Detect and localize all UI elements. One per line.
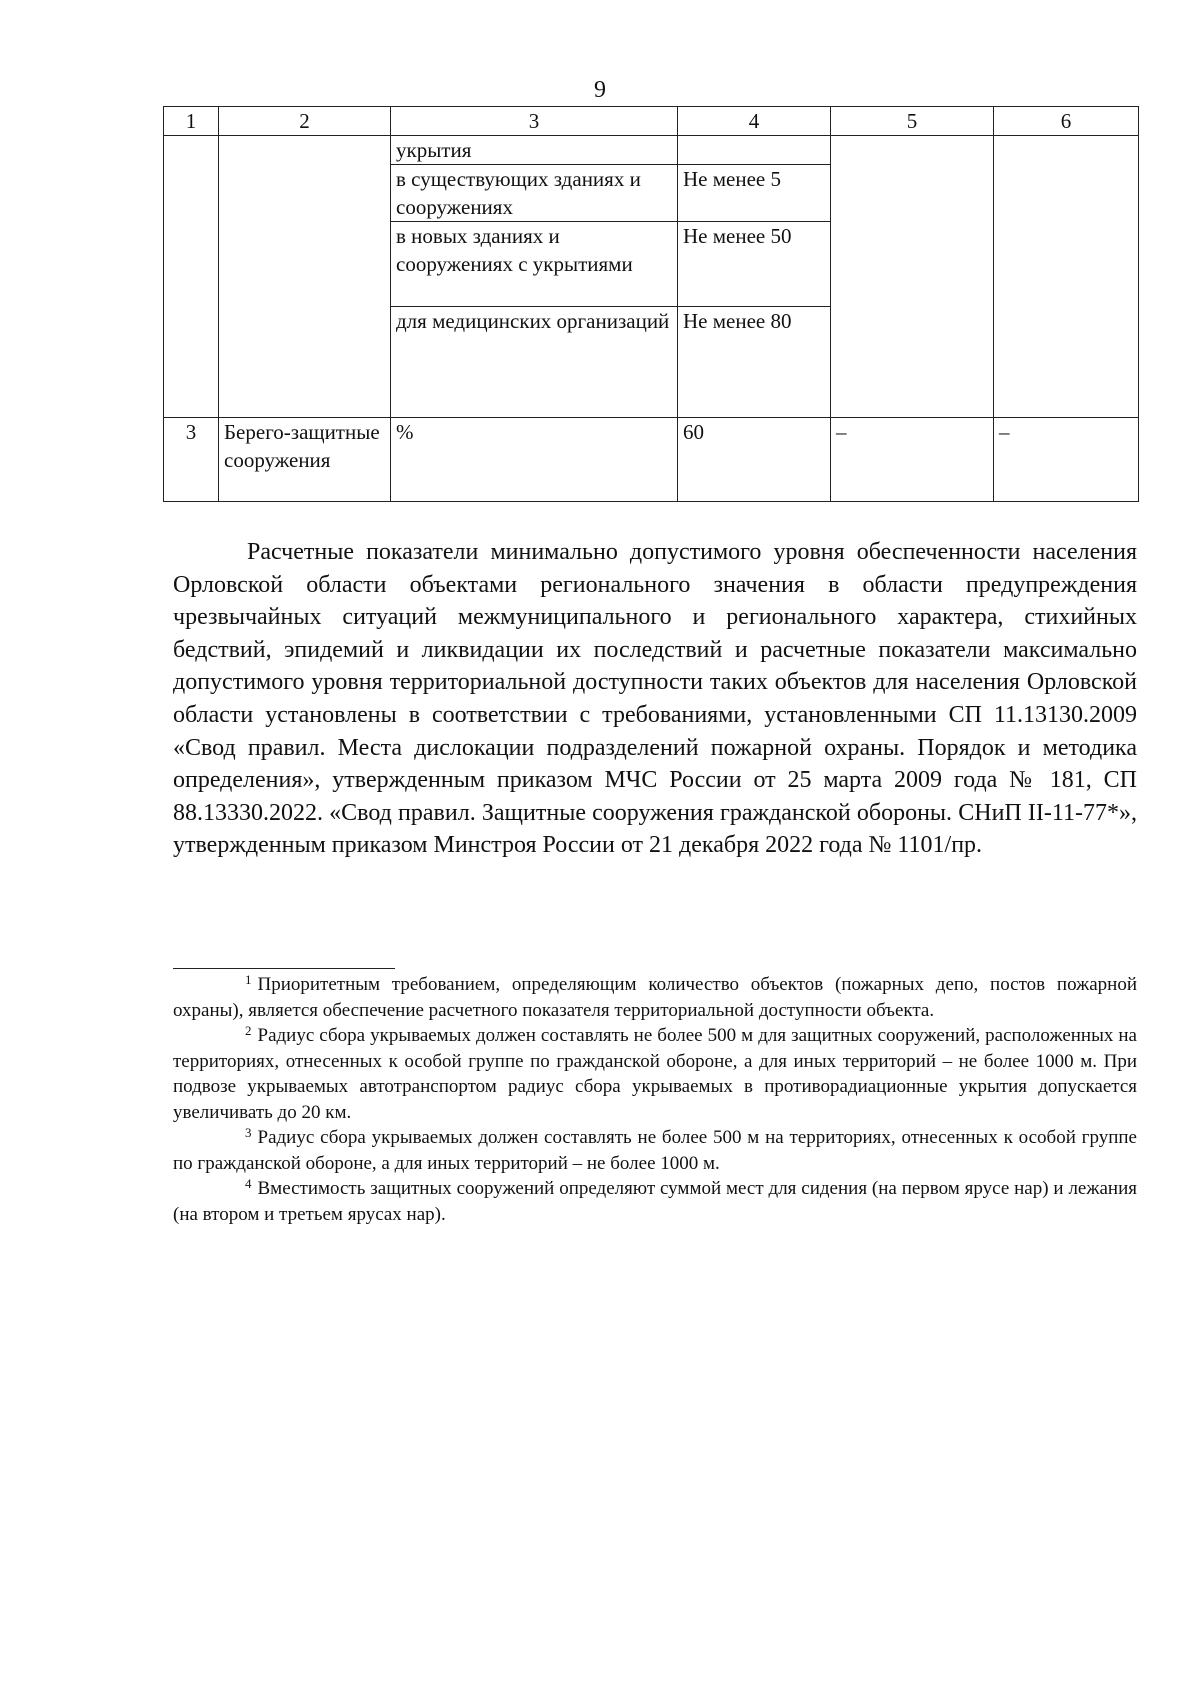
page-number: 9 bbox=[594, 77, 606, 103]
column-header: 1 bbox=[164, 107, 219, 136]
footnote bbox=[173, 972, 1137, 1023]
footnote-mark: 4 bbox=[245, 1176, 252, 1191]
table-cell: – bbox=[994, 418, 1139, 502]
table-cell-number: 3 bbox=[164, 418, 219, 502]
table-cell-label: в существующих зданиях и сооружениях bbox=[391, 165, 678, 222]
footnote-text: Радиус сбора укрываемых должен составлять не более 500 м для защитных сооружений, расположенных на территориях, отнесенных к особой группе по гражданской обороне, а для иных территорий – не более 1000 м. При подвозе укрываемых автотранспортом радиус сбора укрываемых в противорадиационные укрытия допускается увеличивать до 20 км. bbox=[173, 1025, 1137, 1123]
footnote-text: Радиус сбора укрываемых должен составлять не более 500 м на территориях, отнесенных к особой группе по гражданской обороне, а для иных территорий – не более 1000 м. bbox=[173, 1127, 1137, 1174]
table-cell-name: Берего-защитные сооружения bbox=[219, 418, 391, 502]
table-cell-value: Не менее 5 bbox=[678, 165, 831, 222]
footnotes bbox=[173, 972, 1137, 1227]
table-cell: – bbox=[831, 418, 994, 502]
footnote-mark: 3 bbox=[245, 1125, 252, 1140]
norms-table bbox=[163, 106, 1139, 502]
table-row bbox=[164, 418, 1139, 502]
table-cell-unit: % bbox=[391, 418, 678, 502]
column-header: 6 bbox=[994, 107, 1139, 136]
table-cell bbox=[219, 136, 391, 418]
table-cell-label: для медицинских организаций bbox=[391, 307, 678, 418]
footnote bbox=[173, 1023, 1137, 1125]
table-header-row bbox=[164, 107, 1139, 136]
footnote-mark: 2 bbox=[245, 1023, 252, 1038]
footnote-text: Приоритетным требованием, определяющим количество объектов (пожарных депо, постов пожарной охраны), является обеспечение расчетного показателя территориальной доступности объекта. bbox=[173, 974, 1137, 1021]
table-cell bbox=[994, 136, 1139, 418]
column-header: 5 bbox=[831, 107, 994, 136]
footnote-separator bbox=[173, 968, 395, 969]
footnote bbox=[173, 1176, 1137, 1227]
table-cell-label: в новых зданиях и сооружениях с укрытиями bbox=[391, 222, 678, 307]
table-cell-value: Не менее 50 bbox=[678, 222, 831, 307]
table-cell-value: Не менее 80 bbox=[678, 307, 831, 418]
table-cell-value bbox=[678, 136, 831, 165]
footnote-mark: 1 bbox=[245, 972, 252, 987]
table-cell bbox=[164, 136, 219, 418]
column-header: 2 bbox=[219, 107, 391, 136]
column-header: 4 bbox=[678, 107, 831, 136]
body-paragraph: Расчетные показатели минимально допустимого уровня обеспеченности населения Орловской области объектами регионального значения в области предупреждения чрезвычайных ситуаций межмуниципального и регионального характера, стихийных бедствий, эпидемий и ликвидации их последствий и расчетные показатели максимально допустимого уровня территориальной доступности таких объектов для населения Орловской области установлены в соответствии с требованиями, установленными СП 11.13130.2009 «Свод правил. Места дислокации подразделений пожарной охраны. Порядок и методика определения», утвержденным приказом МЧС России от 25 марта 2009 года № 181, СП 88.13330.2022. «Свод правил. Защитные сооружения гражданской обороны. СНиП II-11-77*», утвержденным приказом Минстроя России от 21 декабря 2022 года № 1101/пр. bbox=[173, 539, 1137, 859]
table-cell-label: укрытия bbox=[391, 136, 678, 165]
column-header: 3 bbox=[391, 107, 678, 136]
table-cell bbox=[831, 136, 994, 418]
footnote-text: Вместимость защитных сооружений определяют суммой мест для сидения (на первом ярусе нар) и лежания (на втором и третьем ярусах нар). bbox=[173, 1178, 1137, 1225]
table-row bbox=[164, 136, 1139, 165]
footnote bbox=[173, 1125, 1137, 1176]
table-cell-value: 60 bbox=[678, 418, 831, 502]
